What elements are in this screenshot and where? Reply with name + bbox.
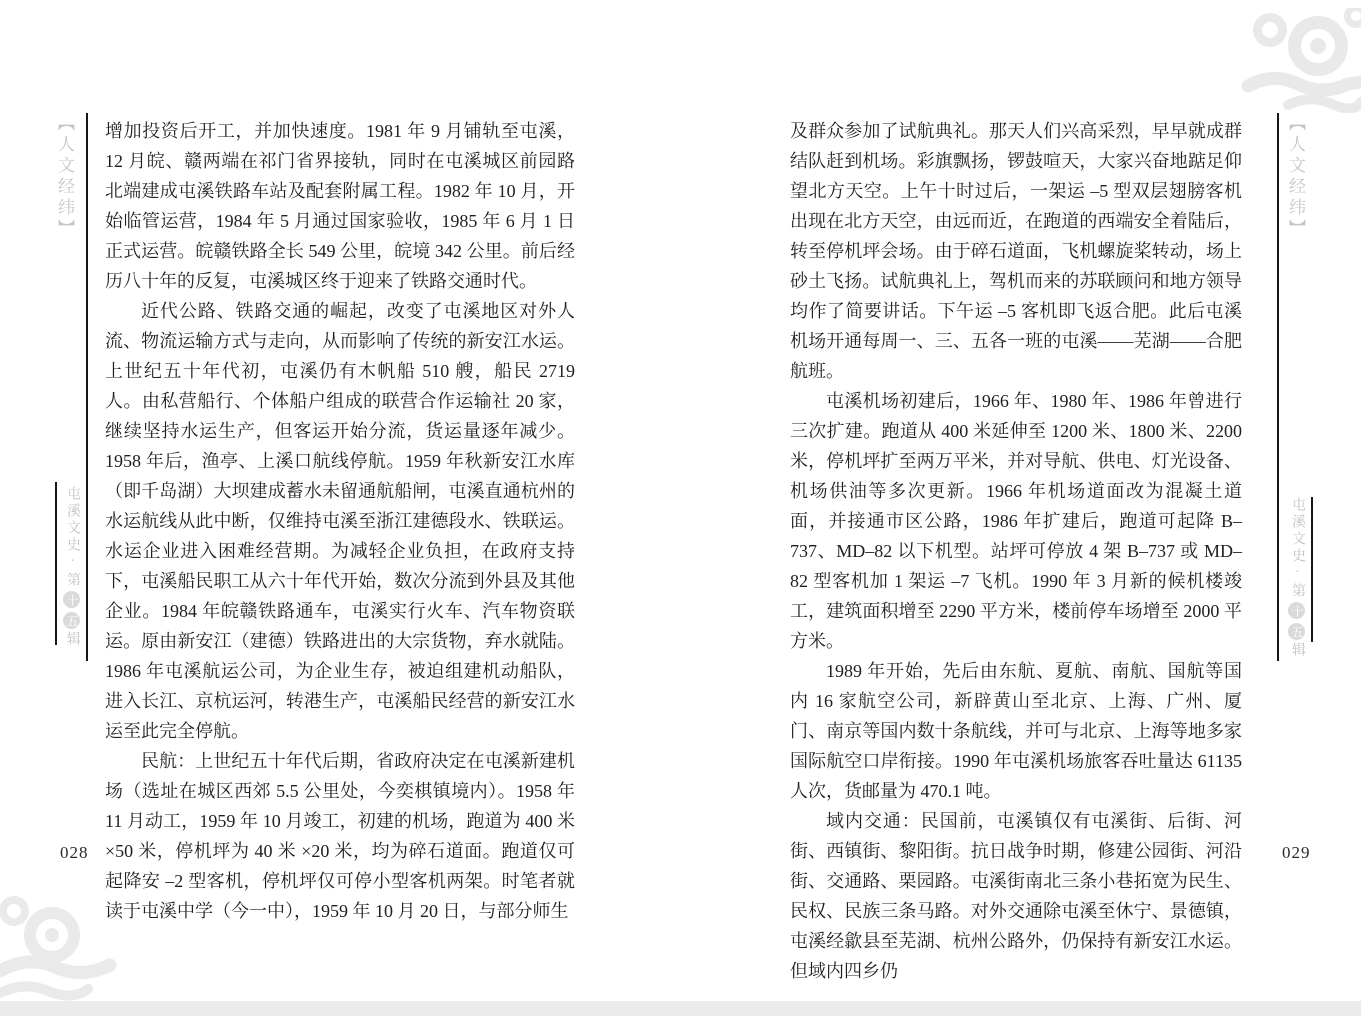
volume-title-pre: 屯溪文史·第 (1290, 497, 1305, 600)
cloud-ornament-icon (0, 893, 135, 1005)
volume-rule (55, 482, 57, 645)
page-bottom-shade (0, 1001, 1361, 1016)
volume-title-post: 辑 (1290, 642, 1305, 659)
volume-title-pre: 屯溪文史·第 (65, 486, 80, 589)
series-title-vertical: 【人文经纬】 (1286, 114, 1305, 240)
volume-number-badge: 十 (63, 591, 80, 608)
paragraph: 及群众参加了试航典礼。那天人们兴高采烈，早早就成群结队赶到机场。彩旗飘扬，锣鼓喧天，大家兴奋地踮足仰望北方天空。上午十时过后，一架运 –5 型双层翅膀客机出现在北方天空，由远而近，在跑道的西端安全着陆后，转至停机坪会场。由于碎石道面，飞机螺旋桨转动，场上砂土飞扬。试航典礼上，驾机而来的苏联顾问和地方领导均作了简要讲话。下午运 –5 客机即飞返合肥。此后屯溪机场开通每周一、三、五各一班的屯溪——芜湖——合肥航班。 (790, 121, 1242, 381)
volume-rule (1311, 497, 1313, 642)
volume-title-vertical (1286, 497, 1308, 659)
cloud-ornament-icon (1218, 8, 1361, 113)
paragraph: 1989 年开始，先后由东航、夏航、南航、国航等国内 16 家航空公司，新辟黄山至北京、上海、广州、厦门、南京等国内数十条航线，并可与北京、上海等地多家国际航空口岸衔接。1990 年屯溪机场旅客吞吐量达 61135 人次，货邮量为 470.1 吨。 (790, 661, 1242, 801)
margin-rule (1277, 113, 1279, 661)
paragraph: 域内交通：民国前，屯溪镇仅有屯溪街、后街、河街、西镇街、黎阳街。抗日战争时期，修建公园街、河沿街、交通路、栗园路。屯溪街南北三条小巷拓宽为民生、民权、民族三条马路。对外交通除屯溪至休宁、景德镇，屯溪经歙县至芜湖、杭州公路外，仍保持有新安江水运。但域内四乡仍 (790, 811, 1242, 981)
paragraph: 增加投资后开工，并加快速度。1981 年 9 月铺轨至屯溪，12 月皖、赣两端在祁门省界接轨，同时在屯溪城区前园路北端建成屯溪铁路车站及配套附属工程。1982 年 10 月，开始临管运营，1984 年 5 月通过国家验收，1985 年 6 月 1 日正式运营。皖赣铁路全长 549 公里，皖境 342 公里。前后经历八十年的反复，屯溪城区终于迎来了铁路交通时代。 (105, 121, 575, 291)
volume-title-vertical (61, 486, 83, 648)
series-title-vertical: 【人文经纬】 (55, 114, 74, 240)
margin-rule (86, 113, 88, 661)
page-number: 028 (60, 843, 89, 862)
volume-number-badge: 五 (1288, 623, 1305, 640)
page-number: 029 (1282, 843, 1311, 862)
text-column-right (790, 116, 1242, 986)
paragraph: 屯溪机场初建后，1966 年、1980 年、1986 年曾进行三次扩建。跑道从 400 米延伸至 1200 米、1800 米、2200 米，停机坪扩至两万平米，并对导航、供电、灯光设备、机场供油等多次更新。1966 年机场道面改为混凝土道面，并接通市区公路，1986 年扩建后，跑道可起降 B–737、MD–82 以下机型。站坪可停放 4 架 B–737 或 MD–82 型客机加 1 架运 –7 飞机。1990 年 3 月新的候机楼竣工，建筑面积增至 2290 平方米，楼前停车场增至 2000 平方米。 (790, 391, 1242, 651)
text-column-left (105, 116, 575, 926)
paragraph: 民航：上世纪五十年代后期，省政府决定在屯溪新建机场（选址在城区西郊 5.5 公里处，今奕棋镇境内）。1958 年 11 月动工，1959 年 10 月竣工，初建的机场，跑道为 400 米 ×50 米，停机坪为 40 米 ×20 米，均为碎石道面。跑道仅可起降安 –2 型客机，停机坪仅可停小型客机两架。时笔者就读于屯溪中学（今一中），1959 年 10 月 20 日，与部分师生 (105, 751, 575, 921)
volume-title-post: 辑 (65, 631, 80, 648)
volume-number-badge: 五 (63, 612, 80, 629)
volume-number-badge: 十 (1288, 602, 1305, 619)
paragraph: 近代公路、铁路交通的崛起，改变了屯溪地区对外人流、物流运输方式与走向，从而影响了传统的新安江水运。上世纪五十年代初，屯溪仍有木帆船 510 艘，船民 2719 人。由私营船行、个体船户组成的联营合作运输社 20 家，继续坚持水运生产，但客运开始分流，货运量逐年减少。1958 年后，渔亭、上溪口航线停航。1959 年秋新安江水库（即千岛湖）大坝建成蓄水未留通航船闸，屯溪直通杭州的水运航线从此中断，仅维持屯溪至浙江建德段水、铁联运。水运企业进入困难经营期。为减轻企业负担，在政府支持下，屯溪船民职工从六十年代开始，数次分流到外县及其他企业。1984 年皖赣铁路通车，屯溪实行火车、汽车物资联运。原由新安江（建德）铁路进出的大宗货物，弃水就陆。1986 年屯溪航运公司，为企业生存，被迫组建机动船队，进入长江、京杭运河，转港生产，屯溪船民经营的新安江水运至此完全停航。 (105, 301, 575, 741)
